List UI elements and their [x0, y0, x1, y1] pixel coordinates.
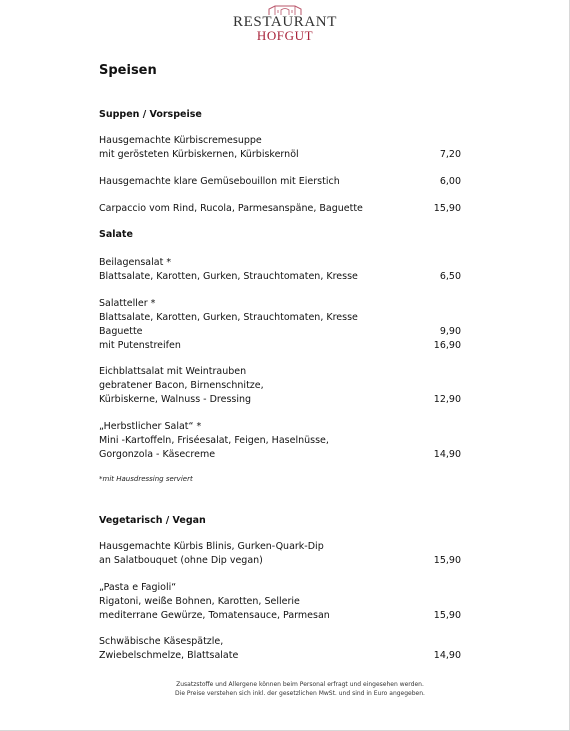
menu-item-price: 14,90	[433, 650, 461, 661]
menu-item	[99, 540, 461, 568]
menu-item-text: mit gerösteten Kürbiskernen, Kürbiskernöl	[99, 149, 299, 160]
menu-item	[99, 420, 461, 462]
menu-item-text: Mini -Kartoffeln, Friséesalat, Feigen, Haselnüsse,	[99, 435, 329, 446]
menu-item-line	[99, 420, 461, 434]
page-title: Speisen	[99, 63, 157, 78]
menu-item	[99, 635, 461, 663]
menu-item	[99, 256, 461, 284]
menu-item	[99, 175, 461, 189]
menu-item-line	[99, 365, 461, 379]
dressing-note: *mit Hausdressing serviert	[99, 475, 193, 483]
section-heading-salate: Salate	[99, 229, 133, 240]
menu-item-text: an Salatbouquet (ohne Dip vegan)	[99, 555, 263, 566]
menu-item-price: 15,90	[433, 610, 461, 621]
menu-item-price: 14,90	[433, 449, 461, 460]
menu-item-line	[99, 148, 461, 162]
menu-item-text: Eichblattsalat mit Weintrauben	[99, 366, 247, 377]
menu-item-line	[99, 256, 461, 270]
restaurant-logo	[0, 4, 570, 42]
menu-item-line	[99, 448, 461, 462]
menu-item-price: 7,20	[439, 149, 461, 160]
menu-item-line	[99, 540, 461, 554]
menu-item-price: 6,00	[439, 176, 461, 187]
menu-item-text: mit Putenstreifen	[99, 340, 181, 351]
menu-item-price: 12,90	[433, 394, 461, 405]
menu-item-line	[99, 595, 461, 609]
menu-item	[99, 365, 461, 407]
menu-item-text: Baguette	[99, 326, 143, 337]
menu-item-line	[99, 339, 461, 353]
menu-item-text: „Pasta e Fagioli“	[99, 582, 177, 593]
menu-item-text: Hausgemachte Kürbiscremesuppe	[99, 135, 262, 146]
menu-item-text: Blattsalate, Karotten, Gurken, Strauchtomaten, Kresse	[99, 271, 358, 282]
menu-item-text: Gorgonzola - Käsecreme	[99, 449, 216, 460]
menu-item-price: 15,90	[433, 203, 461, 214]
menu-item	[99, 202, 461, 216]
menu-item	[99, 134, 461, 162]
menu-item-price: 9,90	[439, 326, 461, 337]
menu-item-price: 6,50	[439, 271, 461, 282]
menu-item-line	[99, 134, 461, 148]
menu-item-line	[99, 635, 461, 649]
menu-item-line	[99, 434, 461, 448]
menu-item-text: Beilagensalat *	[99, 257, 172, 268]
menu-item-text: Schwäbische Käsespätzle,	[99, 636, 224, 647]
logo-restaurant-text: RESTAURANT	[233, 14, 337, 30]
footer-price-text: Die Preise verstehen sich inkl. der gesetzlichen MwSt. und sind in Euro angegeben.	[175, 690, 425, 697]
menu-item-line	[99, 393, 461, 407]
footer-legal	[0, 680, 570, 698]
menu-item-text: Salatteller *	[99, 298, 156, 309]
menu-item-text: Carpaccio vom Rind, Rucola, Parmesanspäne, Baguette	[99, 203, 363, 214]
menu-item-text: gebratener Bacon, Birnenschnitze,	[99, 380, 264, 391]
menu-item-text: Zwiebelschmelze, Blattsalate	[99, 650, 239, 661]
menu-item-text: Blattsalate, Karotten, Gurken, Strauchtomaten, Kresse	[99, 312, 358, 323]
menu-item-line	[99, 554, 461, 568]
menu-item-line	[99, 325, 461, 339]
logo-hofgut-text: HOFGUT	[256, 28, 314, 43]
section-heading-suppen: Suppen / Vorspeise	[99, 109, 202, 120]
menu-item-line	[99, 379, 461, 393]
menu-item-text: Rigatoni, weiße Bohnen, Karotten, Sellerie	[99, 596, 300, 607]
menu-item	[99, 297, 461, 353]
menu-item-text: Kürbiskerne, Walnuss - Dressing	[99, 394, 252, 405]
menu-item-line	[99, 270, 461, 284]
menu-item	[99, 581, 461, 623]
menu-item-text: „Herbstlicher Salat“ *	[99, 421, 202, 432]
menu-item-line	[99, 175, 461, 189]
menu-item-text: Hausgemachte Kürbis Blinis, Gurken-Quark-Dip	[99, 541, 324, 552]
menu-item-line	[99, 581, 461, 595]
menu-item-price: 15,90	[433, 555, 461, 566]
menu-item-line	[99, 202, 461, 216]
menu-item-text: Hausgemachte klare Gemüsebouillon mit Eierstich	[99, 176, 340, 187]
menu-item-text: mediterrane Gewürze, Tomatensauce, Parmesan	[99, 610, 330, 621]
menu-item-line	[99, 649, 461, 663]
menu-item-line	[99, 297, 461, 311]
menu-item-line	[99, 311, 461, 325]
section-heading-vegetarisch: Vegetarisch / Vegan	[99, 515, 206, 526]
menu-item-price: 16,90	[433, 340, 461, 351]
menu-item-line	[99, 609, 461, 623]
footer-allergen-text: Zusatzstoffe und Allergene können beim Personal erfragt und eingesehen werden.	[176, 681, 424, 688]
